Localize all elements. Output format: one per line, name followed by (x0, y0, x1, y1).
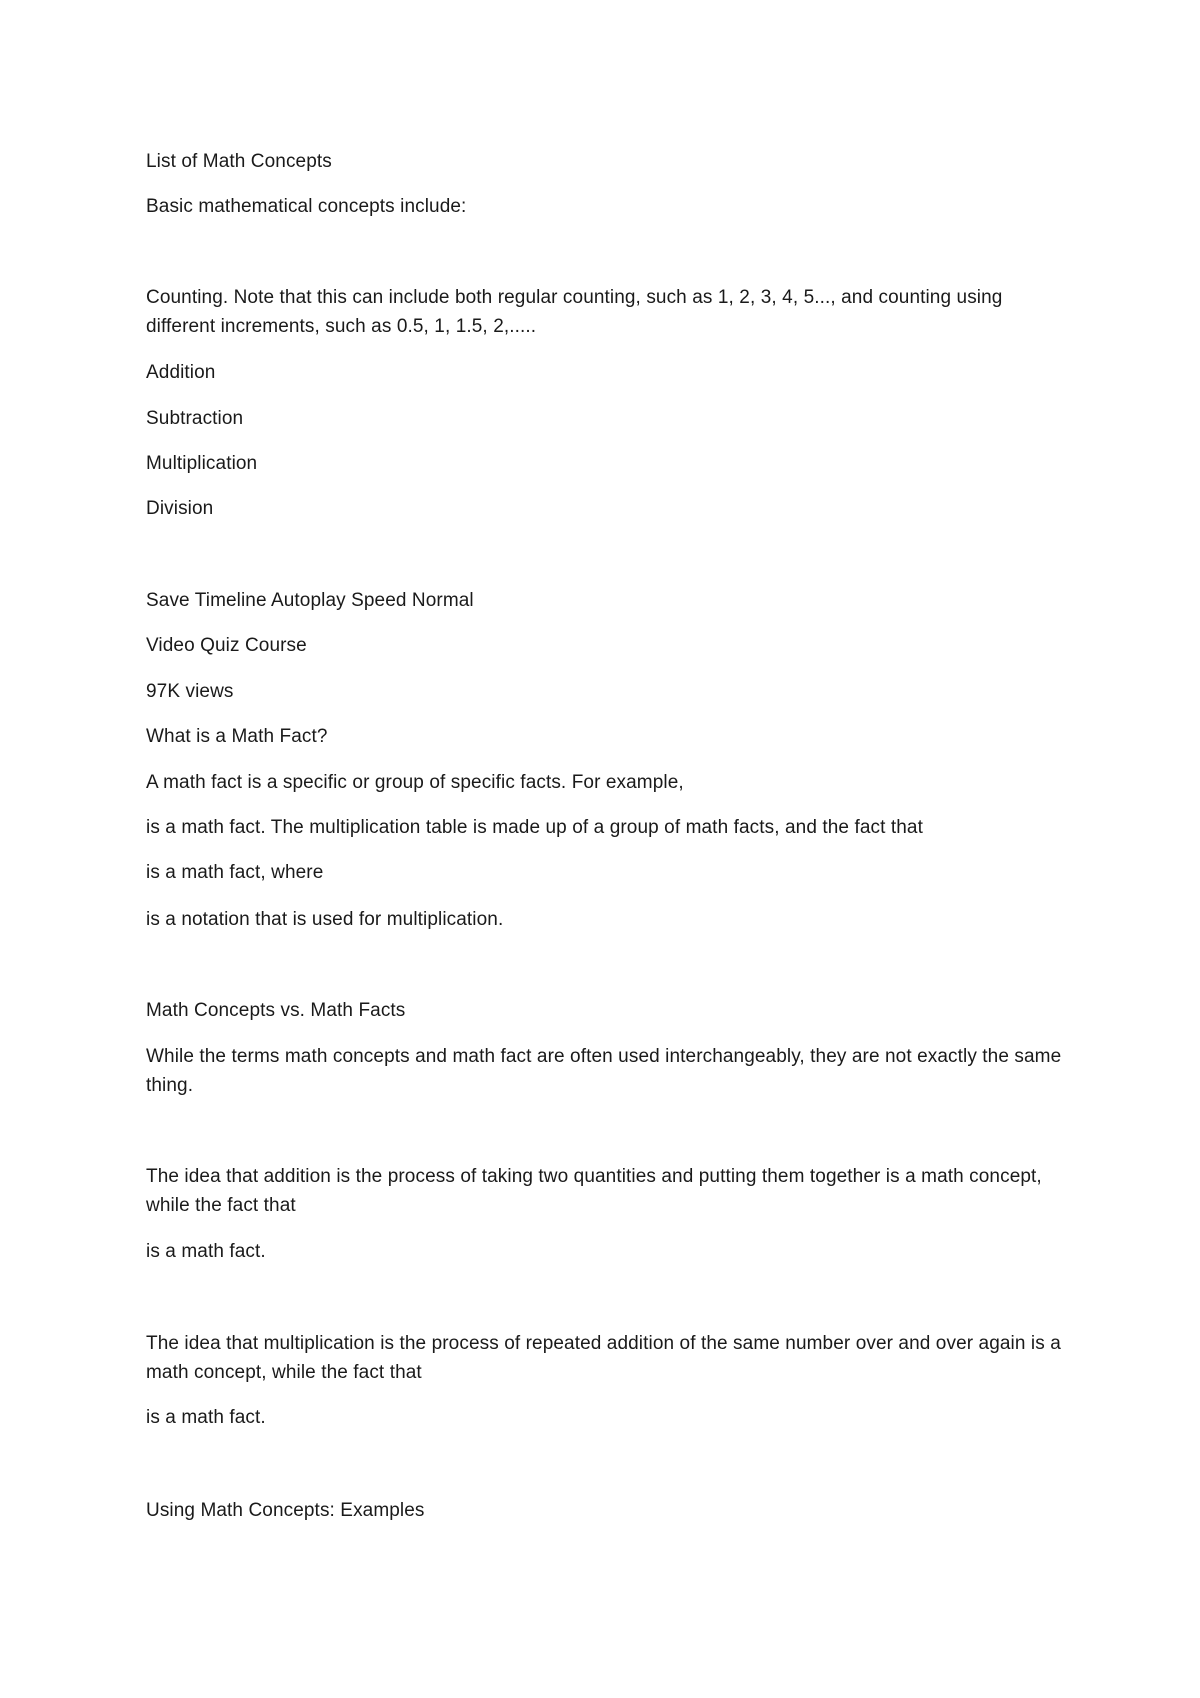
heading-using-examples: Using Math Concepts: Examples (146, 1500, 425, 1521)
concept-item-division: Division (146, 498, 214, 519)
vs-paragraph-3: is a math fact. (146, 1241, 266, 1262)
concept-item-multiplication: Multiplication (146, 453, 258, 474)
fact-paragraph-3: is a math fact, where (146, 862, 324, 883)
counting-paragraph: Counting. Note that this can include both regular counting, such as 1, 2, 3, 4, 5..., and counting using different increments, such as 0.5, 1, 1.5, 2,..... (146, 287, 1003, 337)
video-tabs-text: Video Quiz Course (146, 635, 307, 656)
fact-paragraph-2: is a math fact. The multiplication table is made up of a group of math facts, and the fact that (146, 817, 923, 838)
fact-paragraph-4: is a notation that is used for multiplication. (146, 909, 504, 930)
heading-concepts-vs-facts: Math Concepts vs. Math Facts (146, 1000, 406, 1021)
heading-what-is-math-fact: What is a Math Fact? (146, 726, 328, 747)
vs-paragraph-4: The idea that multiplication is the process of repeated addition of the same number over and over again is a math concept, while the fact that (146, 1333, 1061, 1383)
views-count: 97K views (146, 681, 234, 702)
concept-item-addition: Addition (146, 362, 216, 383)
video-controls-text: Save Timeline Autoplay Speed Normal (146, 590, 474, 611)
fact-paragraph-1: A math fact is a specific or group of specific facts. For example, (146, 772, 684, 793)
vs-paragraph-1: While the terms math concepts and math fact are often used interchangeably, they are not exactly the same thing. (146, 1046, 1062, 1096)
document-title: List of Math Concepts (146, 151, 332, 172)
vs-paragraph-5: is a math fact. (146, 1407, 266, 1428)
intro-text: Basic mathematical concepts include: (146, 196, 467, 217)
concept-item-subtraction: Subtraction (146, 408, 244, 429)
vs-paragraph-2: The idea that addition is the process of taking two quantities and putting them together is a math concept, while the fact that (146, 1166, 1042, 1216)
